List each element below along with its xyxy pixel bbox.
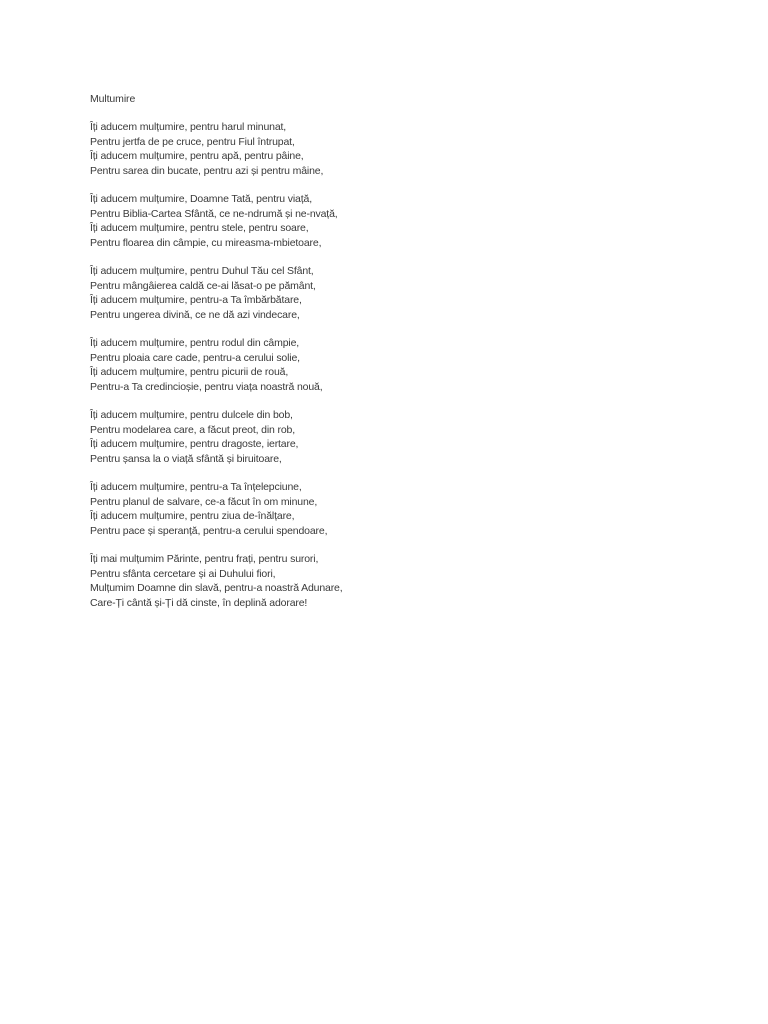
verse-line: Pentru-a Ta credincioșie, pentru viața noastră nouă, xyxy=(90,380,323,393)
verse-line: Pentru pace și speranță, pentru-a cerului spendoare, xyxy=(90,524,328,537)
stanza xyxy=(90,336,690,394)
verse-line: Îți aducem mulțumire, pentru rodul din câmpie, xyxy=(90,337,300,349)
verse-line: Îți aducem mulțumire, pentru-a Ta înțelepciune, xyxy=(90,481,302,493)
verse-line: Pentru jertfa de pe cruce, pentru Fiul întrupat, xyxy=(90,135,295,148)
verse-line: Îți aducem mulțumire, pentru stele, pentru soare, xyxy=(90,222,309,234)
verse-line: Pentru sfânta cercetare și ai Duhului fiori, xyxy=(90,567,276,580)
verse-line: Pentru sarea din bucate, pentru azi și pentru mâine, xyxy=(90,164,324,177)
stanza xyxy=(90,480,690,538)
verse-line: Pentru șansa la o viață sfântă și biruitoare, xyxy=(90,452,282,465)
document-page xyxy=(90,92,690,624)
verse-line: Îți aducem mulțumire, pentru dragoste, iertare, xyxy=(90,438,299,450)
verse-line: Care-Ți cântă și-Ți dă cinste, în deplină adorare! xyxy=(90,596,308,609)
stanza xyxy=(90,264,690,322)
verse-line: Îți aducem mulțumire, pentru picurii de rouă, xyxy=(90,366,289,378)
verse-line: Pentru ungerea divină, ce ne dă azi vindecare, xyxy=(90,308,300,321)
verse-line: Pentru ploaia care cade, pentru-a cerului solie, xyxy=(90,351,300,364)
verse-line: Îți aducem mulțumire, pentru dulcele din bob, xyxy=(90,409,293,421)
stanza xyxy=(90,120,690,178)
verse-line: Pentru floarea din câmpie, cu mireasma-mbietoare, xyxy=(90,236,322,249)
stanza xyxy=(90,552,690,610)
verse-line: Îți aducem mulțumire, pentru apă, pentru pâine, xyxy=(90,150,304,162)
verse-line: Pentru planul de salvare, ce-a făcut în om minune, xyxy=(90,495,318,508)
verse-line: Pentru mângâierea caldă ce-ai lăsat-o pe pământ, xyxy=(90,279,316,292)
stanza xyxy=(90,192,690,250)
stanza xyxy=(90,408,690,466)
verse-line: Îți aducem mulțumire, pentru ziua de-înălțare, xyxy=(90,510,295,522)
verse-line: Îți aducem mulțumire, pentru harul minunat, xyxy=(90,121,287,133)
verse-line: Îți aducem mulțumire, Doamne Tată, pentru viață, xyxy=(90,193,312,205)
verse-line: Îți aducem mulțumire, pentru Duhul Tău cel Sfânt, xyxy=(90,265,314,277)
document-title: Multumire xyxy=(90,93,136,105)
verse-line: Pentru Biblia-Cartea Sfântă, ce ne-ndrumă și ne-nvață, xyxy=(90,207,338,220)
verse-line: Mulțumim Doamne din slavă, pentru-a noastră Adunare, xyxy=(90,582,343,594)
verse-line: Pentru modelarea care, a făcut preot, din rob, xyxy=(90,423,295,436)
verse-line: Îți mai mulțumim Părinte, pentru frați, pentru surori, xyxy=(90,553,319,565)
verse-line: Îți aducem mulțumire, pentru-a Ta îmbărbătare, xyxy=(90,294,302,306)
